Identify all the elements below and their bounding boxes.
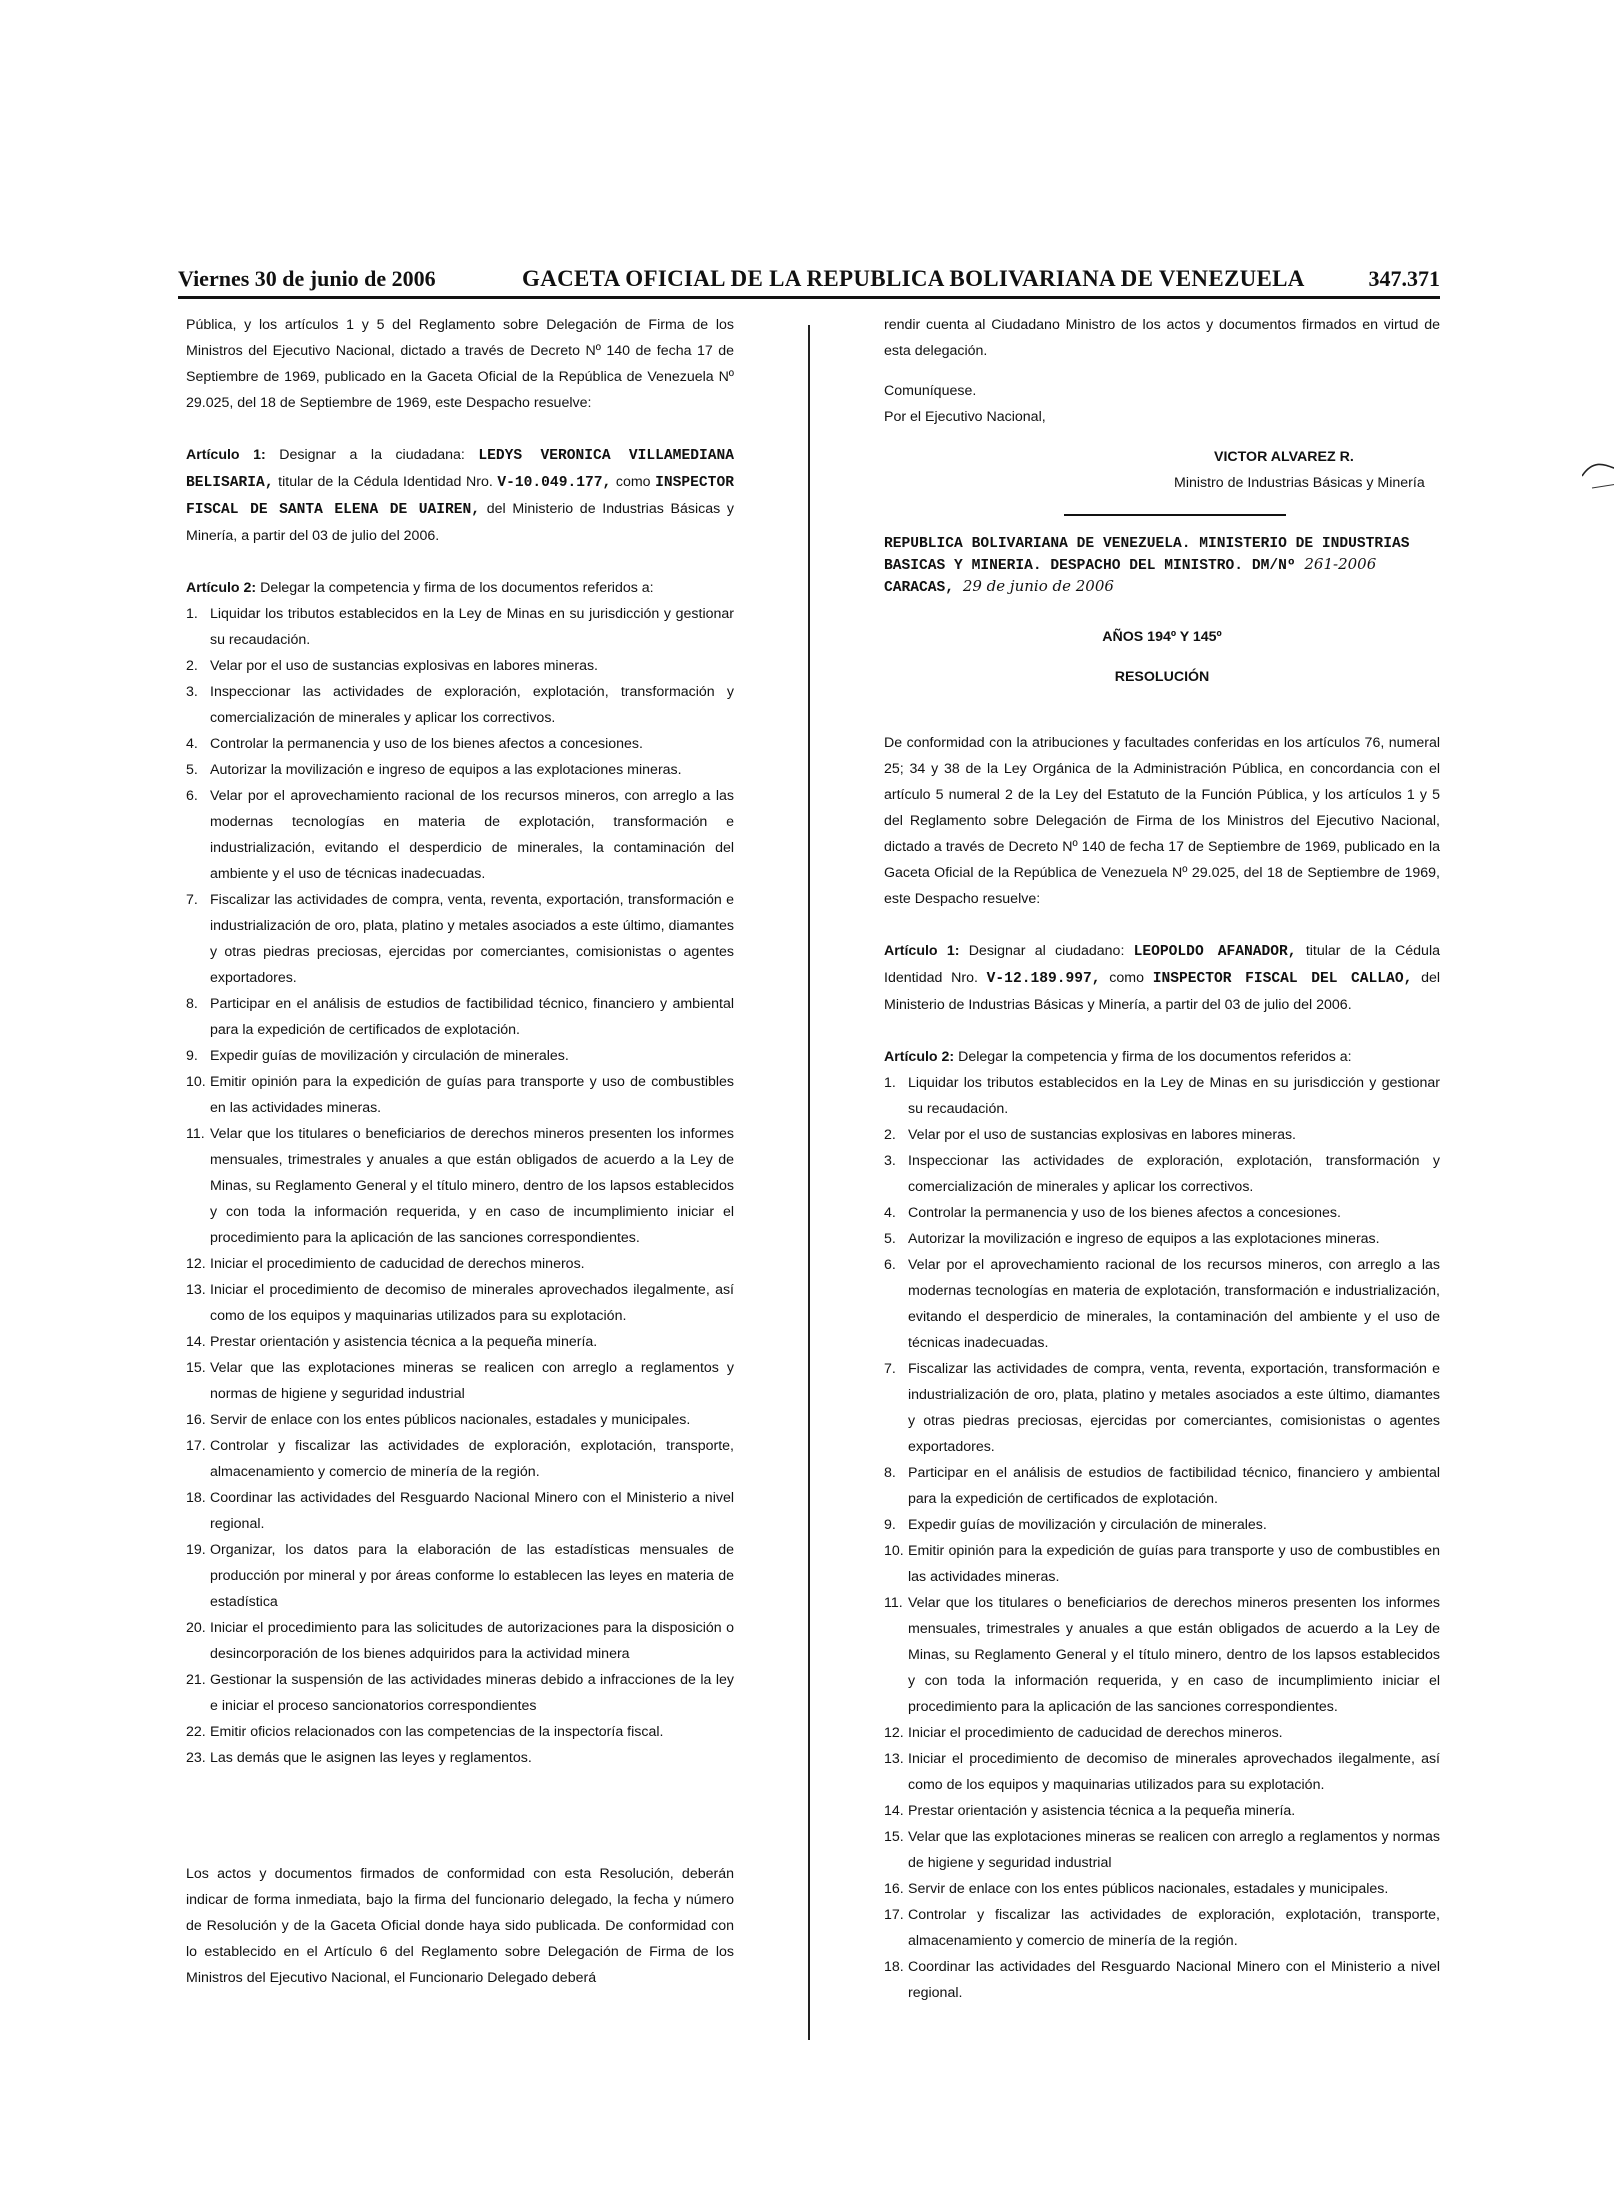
page-number: 347.371 (1368, 266, 1440, 291)
designee-post: INSPECTOR FISCAL DEL CALLAO, (1152, 971, 1413, 987)
list-item (186, 1485, 734, 1537)
article-1-pre: Designar al ciudadano: (968, 943, 1125, 959)
item-number: 18. (186, 1490, 206, 1506)
item-number: 5. (186, 762, 198, 778)
left-intro: Pública, y los artículos 1 y 5 del Reglamento sobre Delegación de Firma de los Ministros del Ejecutivo Nacional, dictado a través de Decreto Nº 140 de fecha 17 de Septiembre de 1969, publicado en la Gaceta Oficial de la República de Venezuela Nº 29.025, del 18 de Septiembre de 1969, este Despacho resuelve: (186, 317, 734, 411)
list-item (186, 1537, 734, 1615)
list-item (186, 1043, 734, 1069)
item-number: 17. (884, 1907, 904, 1923)
designee-post: INSPECTOR FISCAL DE SANTA ELENA DE UAIREN, (186, 475, 734, 518)
item-text: Autorizar la movilización e ingreso de equipos a las explotaciones mineras. (908, 1231, 1380, 1247)
item-text: Controlar la permanencia y uso de los bienes afectos a concesiones. (210, 736, 643, 752)
item-number: 1. (186, 606, 198, 622)
item-number: 9. (884, 1517, 896, 1533)
list-item (884, 1226, 1440, 1252)
item-text: Iniciar el procedimiento de caducidad de derechos mineros. (210, 1256, 585, 1272)
item-number: 14. (186, 1334, 206, 1350)
header-rule (178, 296, 1440, 299)
list-item (186, 1615, 734, 1667)
article-1-mid: titular de la Cédula Identidad Nro. (278, 474, 493, 490)
right-continuation: rendir cuenta al Ciudadano Ministro de los actos y documentos firmados en virtud de esta delegación. (884, 317, 1440, 359)
list-item (186, 1355, 734, 1407)
item-text: Expedir guías de movilización y circulación de minerales. (210, 1048, 569, 1064)
list-item (884, 1512, 1440, 1538)
item-number: 17. (186, 1438, 206, 1454)
list-item (186, 1277, 734, 1329)
item-text: Controlar y fiscalizar las actividades de exploración, explotación, transporte, almacenamiento y comercio de minería de la región. (908, 1907, 1440, 1949)
resolution-title: RESOLUCIÓN (1114, 669, 1210, 685)
list-item (884, 1070, 1440, 1122)
item-text: Iniciar el procedimiento de decomiso de minerales aprovechados ilegalmente, así como de los equipos y maquinarias utilizados para su explotación. (210, 1282, 734, 1324)
item-number: 21. (186, 1672, 206, 1688)
item-text: Controlar la permanencia y uso de los bienes afectos a concesiones. (908, 1205, 1341, 1221)
left-article-1 (186, 442, 734, 549)
item-text: Velar que los titulares o beneficiarios de derechos mineros presenten los informes mensuales, trimestrales y anuales a que están obligados de acuerdo a la Ley de Minas, su Reglamento General y el título minero, dentro de los lapsos establecidos y con toda la información requerida, y en caso de incumplimiento iniciar el procedimiento para la aplicación de las sanciones correspondientes. (210, 1126, 734, 1246)
item-text: Servir de enlace con los entes públicos nacionales, estadales y municipales. (908, 1881, 1389, 1897)
right-preamble: De conformidad con la atribuciones y facultades conferidas en los artículos 76, numeral 25; 34 y 38 de la Ley Orgánica de la Administración Pública, en concordancia con el artículo 5 numeral 2 de la Ley del Estatuto de la Función Pública, y los artículos 1 y 5 del Reglamento sobre Delegación de Firma de los Ministros del Ejecutivo Nacional, dictado a través de Decreto Nº 140 de fecha 17 de Septiembre de 1969, publicado en la Gaceta Oficial de la República de Venezuela Nº 29.025, del 18 de Septiembre de 1969, este Despacho resuelve: (884, 735, 1440, 907)
item-number: 12. (186, 1256, 206, 1272)
article-1-tail: del Ministerio de Industrias Básicas y Minería, a partir del 03 de julio del 2006. (186, 501, 734, 544)
right-article-2 (884, 1044, 1440, 1070)
item-text: Emitir opinión para la expedición de guías para transporte y uso de combustibles en las actividades mineras. (908, 1543, 1440, 1585)
item-number: 3. (186, 684, 198, 700)
item-text: Velar por el uso de sustancias explosivas en labores mineras. (210, 658, 599, 674)
list-item (884, 1252, 1440, 1356)
item-text: Velar que las explotaciones mineras se realicen con arreglo a reglamentos y normas de higiene y seguridad industrial (908, 1829, 1440, 1871)
item-text: Liquidar los tributos establecidos en la Ley de Minas en su jurisdicción y gestionar su recaudación. (908, 1075, 1440, 1117)
item-text: Organizar, los datos para la elaboración de las estadísticas mensuales de producción por mineral y por áreas conforme lo establecen las leyes en materia de estadística (210, 1542, 734, 1610)
item-number: 10. (186, 1074, 206, 1090)
list-item (884, 1720, 1440, 1746)
article-2-text: Delegar la competencia y firma de los documentos referidos a: (260, 580, 654, 596)
list-item (186, 1251, 734, 1277)
comuniquese: Comuníquese. (884, 383, 977, 399)
list-item (186, 731, 734, 757)
ejecutivo-line: Por el Ejecutivo Nacional, (884, 409, 1046, 425)
item-number: 7. (884, 1361, 896, 1377)
designee-name: LEDYS VERONICA VILLAMEDIANA BELISARIA, (186, 448, 734, 491)
item-number: 13. (884, 1751, 904, 1767)
signature-scribble (1582, 436, 1614, 496)
item-text: Coordinar las actividades del Resguardo Nacional Minero con el Ministerio a nivel regional. (210, 1490, 734, 1532)
item-number: 4. (884, 1205, 896, 1221)
item-number: 10. (884, 1543, 904, 1559)
article-1-mid: titular de la Cédula Identidad Nro. (884, 943, 1440, 986)
list-item (884, 1954, 1440, 2006)
list-item (186, 991, 734, 1043)
item-number: 2. (186, 658, 198, 674)
item-text: Velar por el aprovechamiento racional de los recursos mineros, con arreglo a las modernas tecnologías en materia de explotación, transformación e industrialización, evitando el desperdicio de minerales, la contaminación del ambiente y el uso de técnicas inadecuadas. (908, 1257, 1440, 1351)
item-text: Participar en el análisis de estudios de factibilidad técnico, financiero y ambiental para la expedición de certificados de explotación. (210, 996, 734, 1038)
item-text: Inspeccionar las actividades de exploración, explotación, transformación y comercialización de minerales y aplicar los correctivos. (210, 684, 734, 726)
item-text: Controlar y fiscalizar las actividades de exploración, explotación, transporte, almacenamiento y comercio de minería de la región. (210, 1438, 734, 1480)
article-2-label: Artículo 2: (186, 580, 257, 596)
item-number: 2. (884, 1127, 896, 1143)
column-divider (808, 325, 810, 2040)
item-text: Fiscalizar las actividades de compra, venta, reventa, exportación, transformación e industrialización de oro, plata, platino y metales asociados a este último, diamantes y otras piedras preciosas, ejercidas por comerciantes, comisionistas o agentes exportadores. (908, 1361, 1440, 1455)
list-item (884, 1538, 1440, 1590)
item-text: Participar en el análisis de estudios de factibilidad técnico, financiero y ambiental para la expedición de certificados de explotación. (908, 1465, 1440, 1507)
item-text: Coordinar las actividades del Resguardo Nacional Minero con el Ministerio a nivel regional. (908, 1959, 1440, 2001)
article-1-pre: Designar a la ciudadana: (279, 447, 465, 463)
item-text: Velar por el aprovechamiento racional de los recursos mineros, con arreglo a las modernas tecnologías en materia de explotación, transformación e industrialización, evitando el desperdicio de minerales, la contaminación del ambiente y el uso de técnicas inadecuadas. (210, 788, 734, 882)
item-number: 6. (884, 1257, 896, 1273)
designee-name: LEOPOLDO AFANADOR, (1133, 944, 1297, 960)
item-text: Prestar orientación y asistencia técnica a la pequeña minería. (908, 1803, 1296, 1819)
item-text: Gestionar la suspensión de las actividades mineras debido a infracciones de la ley e iniciar el proceso sancionatorios correspondientes (210, 1672, 734, 1714)
item-number: 3. (884, 1153, 896, 1169)
list-item (186, 1069, 734, 1121)
list-item (186, 783, 734, 887)
list-item (186, 1407, 734, 1433)
left-duties-list (186, 601, 734, 1771)
article-1-label: Artículo 1: (884, 943, 960, 959)
item-number: 9. (186, 1048, 198, 1064)
list-item (884, 1876, 1440, 1902)
designee-id: V-12.189.997, (986, 971, 1101, 987)
item-number: 6. (186, 788, 198, 804)
item-text: Emitir oficios relacionados con las competencias de la inspectoría fiscal. (210, 1724, 664, 1740)
left-column (186, 312, 734, 1991)
list-item (884, 1200, 1440, 1226)
gazette-header (178, 266, 1440, 300)
list-item (186, 679, 734, 731)
item-text: Las demás que le asignen las leyes y reglamentos. (210, 1750, 532, 1766)
signer-name: VICTOR ALVAREZ R. (1214, 444, 1440, 470)
item-text: Iniciar el procedimiento para las solicitudes de autorizaciones para la disposición o desincorporación de los bienes adquiridos para la actividad minera (210, 1620, 734, 1662)
item-text: Expedir guías de movilización y circulación de minerales. (908, 1517, 1267, 1533)
years-line: AÑOS 194º Y 145º (1102, 629, 1222, 645)
list-item (186, 653, 734, 679)
item-text: Iniciar el procedimiento de caducidad de derechos mineros. (908, 1725, 1283, 1741)
item-number: 11. (186, 1126, 205, 1142)
list-item (884, 1148, 1440, 1200)
section-separator (1064, 514, 1286, 516)
item-text: Inspeccionar las actividades de exploración, explotación, transformación y comercialización de minerales y aplicar los correctivos. (908, 1153, 1440, 1195)
signer-title: Ministro de Industrias Básicas y Minería (1174, 475, 1425, 491)
item-number: 23. (186, 1750, 206, 1766)
designee-id: V-10.049.177, (497, 475, 612, 491)
item-text: Autorizar la movilización e ingreso de equipos a las explotaciones mineras. (210, 762, 682, 778)
item-text: Velar por el uso de sustancias explosivas en labores mineras. (908, 1127, 1297, 1143)
left-article-2 (186, 575, 734, 601)
list-item (884, 1460, 1440, 1512)
item-text: Prestar orientación y asistencia técnica a la pequeña minería. (210, 1334, 598, 1350)
item-number: 20. (186, 1620, 206, 1636)
item-number: 22. (186, 1724, 206, 1740)
article-1-como: como (615, 474, 651, 490)
issue-date: Viernes 30 de junio de 2006 (178, 266, 436, 291)
list-item (186, 1433, 734, 1485)
list-item (884, 1824, 1440, 1876)
gazette-title: GACETA OFICIAL DE LA REPUBLICA BOLIVARIANA DE VENEZUELA (522, 266, 1305, 291)
item-text: Iniciar el procedimiento de decomiso de minerales aprovechados ilegalmente, así como de los equipos y maquinarias utilizados para su explotación. (908, 1751, 1440, 1793)
item-number: 13. (186, 1282, 206, 1298)
list-item (186, 757, 734, 783)
article-1-label: Artículo 1: (186, 447, 266, 463)
item-number: 11. (884, 1595, 903, 1611)
right-column (884, 312, 1440, 2006)
item-number: 15. (884, 1829, 904, 1845)
list-item (186, 1329, 734, 1355)
left-closing: Los actos y documentos firmados de conformidad con esta Resolución, deberán indicar de forma inmediata, bajo la firma del funcionario delegado, la fecha y número de Resolución y de la Gaceta Oficial donde haya sido publicada. De conformidad con lo establecido en el Artículo 6 del Reglamento sobre Delegación de Firma de los Ministros del Ejecutivo Nacional, el Funcionario Delegado deberá (186, 1866, 734, 1986)
right-article-1 (884, 938, 1440, 1018)
article-2-label: Artículo 2: (884, 1049, 955, 1065)
right-duties-list (884, 1070, 1440, 2006)
resolution-date: 29 de junio de 2006 (962, 577, 1114, 595)
item-number: 16. (186, 1412, 206, 1428)
item-number: 15. (186, 1360, 206, 1376)
item-text: Servir de enlace con los entes públicos nacionales, estadales y municipales. (210, 1412, 691, 1428)
item-number: 4. (186, 736, 198, 752)
list-item (884, 1902, 1440, 1954)
item-number: 5. (884, 1231, 896, 1247)
item-number: 8. (186, 996, 198, 1012)
item-number: 12. (884, 1725, 904, 1741)
item-number: 18. (884, 1959, 904, 1975)
list-item (186, 601, 734, 653)
list-item (186, 1121, 734, 1251)
list-item (884, 1122, 1440, 1148)
list-item (186, 1719, 734, 1745)
list-item (884, 1798, 1440, 1824)
article-1-tail: del Ministerio de Industrias Básicas y Minería, a partir del 03 de julio del 2006. (884, 970, 1441, 1013)
item-number: 1. (884, 1075, 896, 1091)
item-number: 19. (186, 1542, 206, 1558)
item-text: Velar que los titulares o beneficiarios de derechos mineros presenten los informes mensuales, trimestrales y anuales a que están obligados de acuerdo a la Ley de Minas, su Reglamento General y el título minero, dentro de los lapsos establecidos y con toda la información requerida, y en caso de incumplimiento iniciar el procedimiento para la aplicación de las sanciones correspondientes. (908, 1595, 1440, 1715)
list-item (884, 1746, 1440, 1798)
item-text: Fiscalizar las actividades de compra, venta, reventa, exportación, transformación e industrialización de oro, plata, platino y metales asociados a este último, diamantes y otras piedras preciosas, ejercidas por comerciantes, comisionistas o agentes exportadores. (210, 892, 734, 986)
item-text: Velar que las explotaciones mineras se realicen con arreglo a reglamentos y normas de higiene y seguridad industrial (210, 1360, 734, 1402)
list-item (884, 1356, 1440, 1460)
article-2-text: Delegar la competencia y firma de los documentos referidos a: (958, 1049, 1352, 1065)
list-item (186, 1745, 734, 1771)
item-number: 7. (186, 892, 198, 908)
list-item (884, 1590, 1440, 1720)
item-number: 16. (884, 1881, 904, 1897)
list-item (186, 887, 734, 991)
resolution-heading: REPUBLICA BOLIVARIANA DE VENEZUELA. MINISTERIO DE INDUSTRIAS BASICAS Y MINERIA. DESPACHO DEL MINISTRO. DM/Nº 261-2006 CARACAS, 29 de junio de 2006 (884, 536, 1410, 596)
item-text: Emitir opinión para la expedición de guías para transporte y uso de combustibles en las actividades mineras. (210, 1074, 734, 1116)
resolution-number: 261-2006 (1304, 555, 1377, 573)
item-number: 8. (884, 1465, 896, 1481)
item-number: 14. (884, 1803, 904, 1819)
list-item (186, 1667, 734, 1719)
item-text: Liquidar los tributos establecidos en la Ley de Minas en su jurisdicción y gestionar su recaudación. (210, 606, 734, 648)
article-1-como: como (1109, 970, 1144, 986)
